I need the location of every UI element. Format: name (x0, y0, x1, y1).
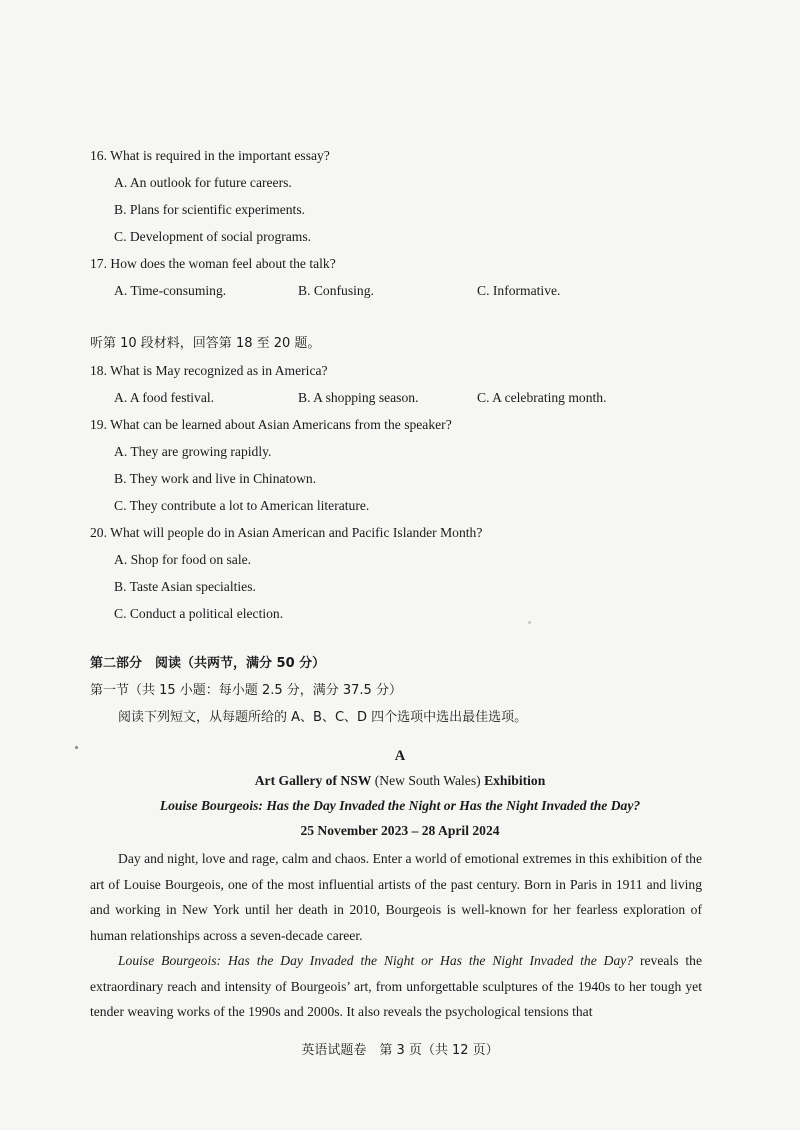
passage-subtitle: Louise Bourgeois: Has the Day Invaded the Night or Has the Night Invaded the Day? (159, 798, 641, 813)
passage-title (0, 772, 800, 790)
question-19-option-b: B. They work and live in Chinatown. (114, 471, 317, 486)
passage-letter: A (394, 748, 406, 764)
passage-paragraph-2 (90, 948, 702, 1025)
question-17-option-a: A. Time-consuming. (114, 283, 227, 298)
question-18-option-c: C. A celebrating month. (477, 390, 607, 405)
question-18-option-a: A. A food festival. (114, 390, 215, 405)
passage-title-main: Art Gallery of NSW (254, 773, 372, 788)
part2-heading: 第二部分 阅读（共两节，满分 50 分） (90, 656, 326, 671)
question-20-option-c: C. Conduct a political election. (114, 606, 284, 621)
question-16-option-b: B. Plans for scientific experiments. (114, 202, 306, 217)
question-20-option-a: A. Shop for food on sale. (114, 552, 252, 567)
passage-body (90, 846, 702, 1025)
question-19-option-c: C. They contribute a lot to American literature. (114, 498, 370, 513)
passage-paragraph-1: Day and night, love and rage, calm and chaos. Enter a world of emotional extremes in this exhibition of the art of Louise Bourgeois, one of the most influential artists of the past century. Born in Paris in 1911 and living and working in New York until her death in 2010, Bourgeois is well-known for her fearless exploration of human relationships across a seven-decade career. (90, 851, 702, 943)
question-17-stem: 17. How does the woman feel about the talk? (90, 256, 336, 271)
question-18-stem: 18. What is May recognized as in America? (90, 363, 328, 378)
section1-heading: 第一节（共 15 小题：每小题 2.5 分，满分 37.5 分） (90, 683, 402, 698)
question-17-option-c: C. Informative. (477, 283, 561, 298)
passage-paragraph-2-text: reveals the extraordinary reach and intensity of Bourgeois’ art, from unforgettable sculptures of the 1940s to her tough yet tender weaving works of the 1990s and 2000s. It also reveals the psychological tensions that (90, 953, 702, 1019)
question-20-option-b: B. Taste Asian specialties. (114, 579, 256, 594)
passage-dates: 25 November 2023 – 28 April 2024 (300, 823, 500, 838)
question-16-stem: 16. What is required in the important essay? (90, 148, 330, 163)
question-16-option-a: A. An outlook for future careers. (114, 175, 292, 190)
question-19-option-a: A. They are growing rapidly. (114, 444, 272, 459)
listening-instruction: 听第 10 段材料，回答第 18 至 20 题。 (90, 336, 321, 351)
question-16-option-c: C. Development of social programs. (114, 229, 312, 244)
question-19-stem: 19. What can be learned about Asian Americans from the speaker? (90, 417, 452, 432)
passage-paragraph-2-title: Louise Bourgeois: Has the Day Invaded the Night or Has the Night Invaded the Day? (118, 953, 634, 968)
reading-instruction: 阅读下列短文，从每题所给的 A、B、C、D 四个选项中选出最佳选项。 (118, 710, 528, 725)
scan-speck (528, 621, 531, 624)
passage-title-paren: (New South Wales) (371, 773, 485, 788)
question-17-option-b: B. Confusing. (298, 283, 374, 298)
question-20-stem: 20. What will people do in Asian American and Pacific Islander Month? (90, 525, 483, 540)
question-18-option-b: B. A shopping season. (298, 390, 419, 405)
page-footer: 英语试题卷 第 3 页（共 12 页） (301, 1043, 499, 1058)
passage-title-end: Exhibition (484, 773, 546, 788)
scan-speck (75, 746, 78, 749)
